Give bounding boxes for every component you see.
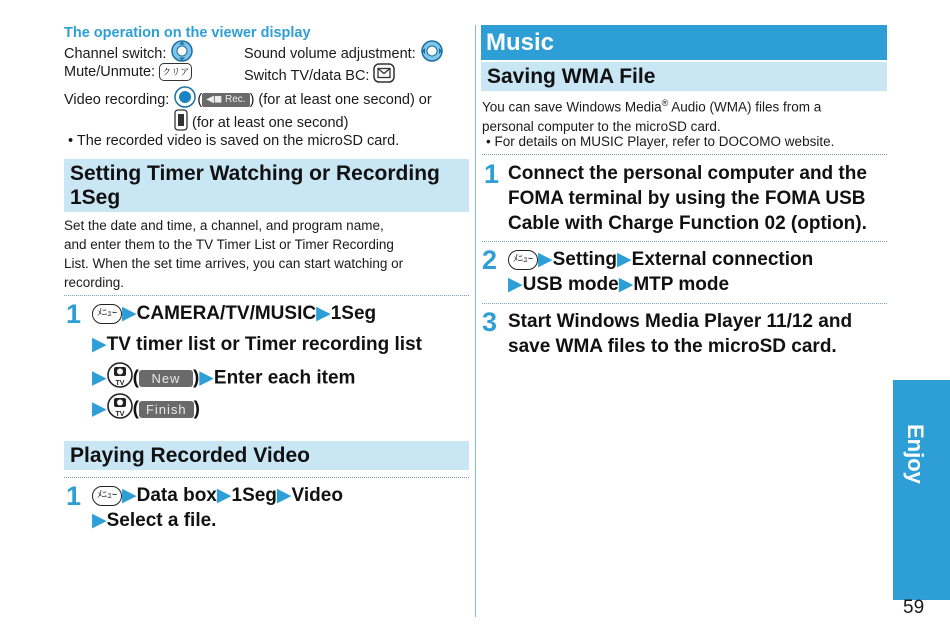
menu-key-icon: ﾒﾆｭｰ — [92, 304, 122, 324]
timer-step-line2: ▶TV timer list or Timer recording list — [92, 334, 422, 355]
side-tab[interactable] — [893, 380, 950, 600]
page-number: 59 — [903, 597, 925, 618]
switch-tv-label: Switch TV/data BC: — [244, 63, 395, 89]
section-title-wma: Saving WMA File — [481, 62, 887, 91]
divider — [482, 154, 887, 155]
finish-softkey: Finish — [139, 401, 194, 418]
step-number: 1 — [66, 299, 82, 329]
timer-step-line1: ﾒﾆｭｰ ▶CAMERA/TV/MUSIC▶1Seg — [92, 301, 376, 326]
wma-description: You can save Windows Media® Audio (WMA) files from a personal computer to the microSD card. — [482, 98, 822, 134]
music-title-bar: Music — [481, 25, 887, 60]
divider — [482, 241, 887, 242]
music-step1: Connect the personal computer and the FOMA terminal by using the FOMA USB Cable with Charge Function 02 (option). — [508, 163, 867, 234]
column-divider — [475, 25, 476, 617]
tv-key-label: TV — [115, 380, 125, 387]
playing-step-line2: ▶Select a file. — [92, 510, 217, 531]
rec-softkey-icon: ◀◼ Rec. — [202, 93, 249, 107]
sound-volume-label: Sound volume adjustment: — [244, 40, 444, 68]
camera-tv-key-icon — [107, 392, 133, 427]
camera-tv-key-icon — [107, 361, 133, 396]
music-step2-line1: ﾒﾆｭｰ ▶Setting▶External connection — [508, 247, 813, 272]
divider — [64, 295, 469, 296]
nav-key-leftright-icon — [420, 40, 444, 68]
step-number: 3 — [482, 307, 498, 337]
step-number: 1 — [66, 481, 82, 511]
step-number: 1 — [484, 159, 500, 189]
mute-label: Mute/Unmute: クリア — [64, 63, 192, 82]
section-title-playing: Playing Recorded Video — [64, 441, 469, 470]
step-number: 2 — [482, 245, 498, 275]
wma-note: • For details on MUSIC Player, refer to DOCOMO website. — [486, 134, 835, 149]
timer-step-line3: ▶ TV ( New )▶Enter each item — [92, 361, 355, 396]
new-softkey: New — [139, 370, 193, 387]
timer-step-line4: ▶ TV ( Finish ) — [92, 392, 200, 427]
music-step2-line2: ▶USB mode▶MTP mode — [508, 274, 730, 295]
timer-description: Set the date and time, a channel, and program name, and enter them to the TV Timer List or Timer Recording List. When the set time arrives, you can start watching or recording. — [64, 218, 404, 290]
recorded-video-note: • The recorded video is saved on the microSD card. — [68, 133, 400, 149]
divider — [482, 303, 887, 304]
music-step3: Start Windows Media Player 11/12 and save WMA files to the microSD card. — [508, 311, 853, 357]
playing-step-line1: ﾒﾆｭｰ ▶Data box▶1Seg▶Video — [92, 483, 343, 508]
viewer-heading: The operation on the viewer display — [64, 25, 311, 41]
section-title-timer: Setting Timer Watching or Recording 1Seg — [64, 159, 469, 212]
video-recording-label: Video recording: ( ◀◼ Rec. ) (for at least one second) or — [64, 86, 432, 114]
side-tab-label: Enjoy — [903, 424, 928, 484]
channel-switch-label: Channel switch: — [64, 40, 194, 68]
video-recording-alt: (for at least one second) — [174, 109, 348, 137]
tv-key-label: TV — [115, 411, 125, 418]
menu-key-icon: ﾒﾆｭｰ — [508, 250, 538, 270]
clear-key-icon: クリア — [159, 63, 192, 81]
divider — [64, 477, 469, 478]
menu-key-icon: ﾒﾆｭｰ — [92, 486, 122, 506]
